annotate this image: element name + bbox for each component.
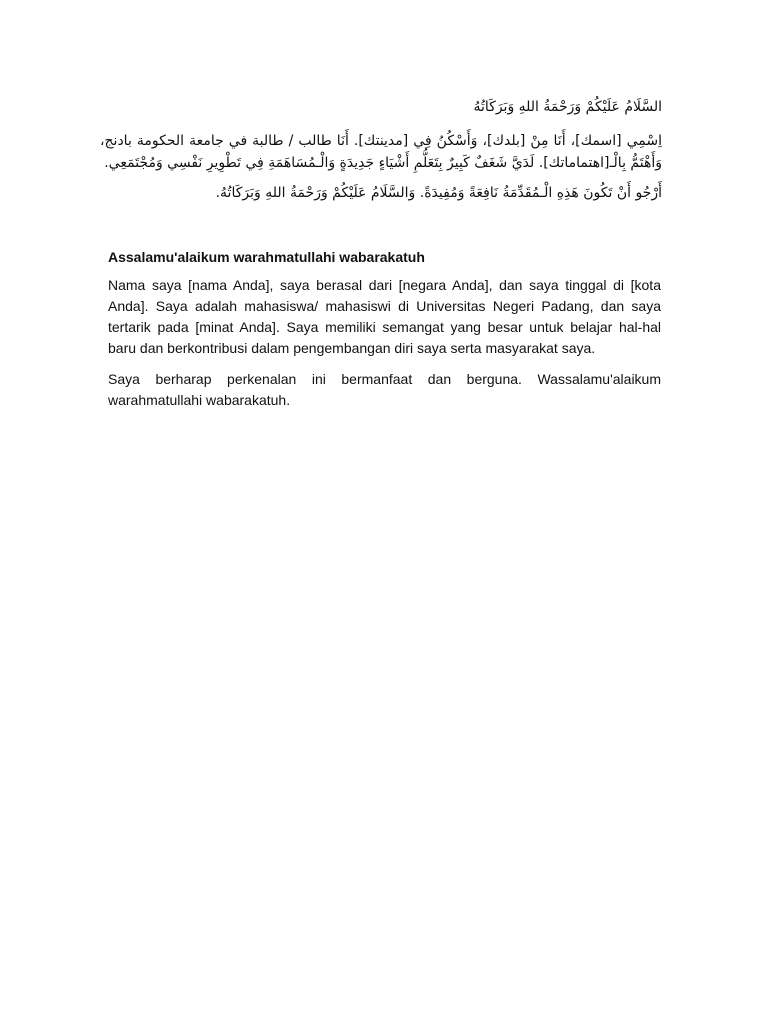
arabic-paragraph-intro: اِسْمِي [اسمك]، أَنَا مِنْ [بلدك]، وَأَسْكُنُ فِي [مدينتك]. أَنَا طالب / طالبة في جامعة الحكومة بادنج، وَأَهْتَمُّ بِالْـ[اهتماماتك]. لَدَيَّ شَغَفٌ كَبِيرٌ بِتَعَلُّمِ أَشْيَاءٍ جَدِيدَةٍ وَالْـمُسَاهَمَةِ فِي تَطْوِيرِ نَفْسِي وَمُجْتَمَعِي. bbox=[100, 133, 662, 171]
latin-greeting-title: Assalamu'alaikum warahmatullahi wabarakatuh bbox=[108, 249, 425, 265]
arabic-paragraph-closing: أَرْجُو أَنْ تَكُونَ هَذِهِ الْـمُقَدِّمَةُ نَافِعَةً وَمُفِيدَةً. وَالسَّلَامُ عَلَيْكُمْ وَرَحْمَةُ اللهِ وَبَرَكَاتُهُ. bbox=[215, 185, 662, 201]
arabic-greeting: السَّلَامُ عَلَيْكُمْ وَرَحْمَةُ اللهِ وَبَرَكَاتُهُ bbox=[473, 99, 662, 115]
latin-paragraph-closing: Saya berharap perkenalan ini bermanfaat dan berguna. Wassalamu'alaikum warahmatullahi wabarakatuh. bbox=[108, 371, 661, 408]
latin-paragraph-intro: Nama saya [nama Anda], saya berasal dari [negara Anda], dan saya tinggal di [kota Anda]. Saya adalah mahasiswa/ mahasiswi di Universitas Negeri Padang, dan saya tertarik pada [minat Anda]. Saya memiliki semangat yang besar untuk belajar hal-hal baru dan berkontribusi dalam pengembangan diri saya serta masyarakat saya. bbox=[108, 277, 661, 356]
